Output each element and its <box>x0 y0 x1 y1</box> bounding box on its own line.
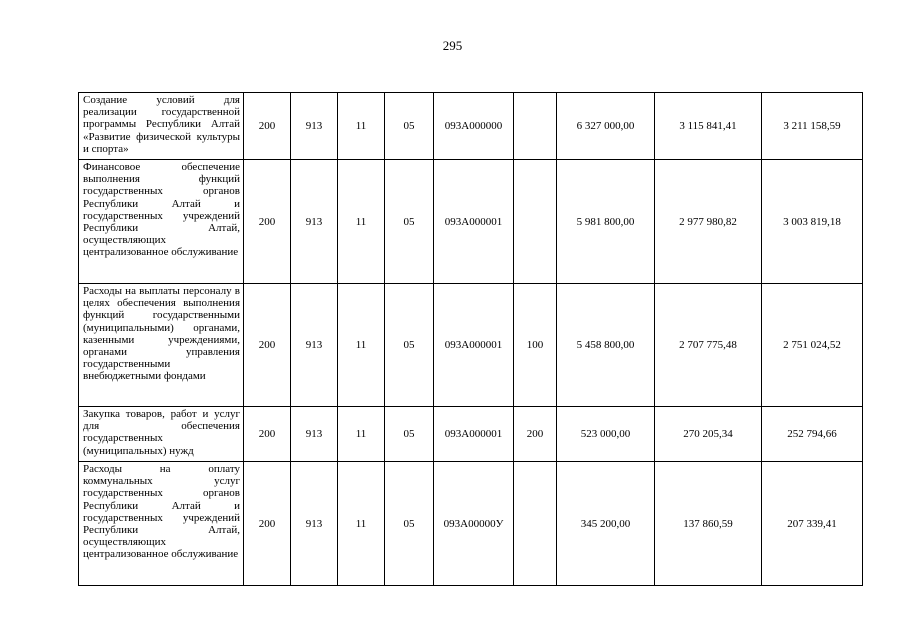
cell-admin: 200 <box>244 93 291 160</box>
cell-ministry: 913 <box>291 160 338 284</box>
cell-admin: 200 <box>244 462 291 586</box>
cell-section: 11 <box>338 284 385 407</box>
table-row <box>79 93 863 160</box>
row-name: Расходы на выплаты персоналу в целях обеспечения выполнения функций государственными (муниципальными) органами, казенными учреждениями, органами управления государственными внебюджетными фондами <box>79 284 244 407</box>
cell-sum1: 6 327 000,00 <box>557 93 655 160</box>
budget-table <box>78 92 863 586</box>
cell-sum1: 523 000,00 <box>557 407 655 462</box>
cell-section: 11 <box>338 407 385 462</box>
cell-sum3: 3 003 819,18 <box>762 160 863 284</box>
cell-sum1: 5 458 800,00 <box>557 284 655 407</box>
cell-ministry: 913 <box>291 407 338 462</box>
cell-type: 200 <box>514 407 557 462</box>
cell-sum2: 2 977 980,82 <box>655 160 762 284</box>
cell-sum3: 3 211 158,59 <box>762 93 863 160</box>
cell-section: 11 <box>338 93 385 160</box>
cell-ministry: 913 <box>291 93 338 160</box>
cell-target: 093A000001 <box>434 284 514 407</box>
cell-sum1: 345 200,00 <box>557 462 655 586</box>
cell-ministry: 913 <box>291 462 338 586</box>
table-row <box>79 462 863 586</box>
cell-subsection: 05 <box>385 284 434 407</box>
cell-subsection: 05 <box>385 93 434 160</box>
cell-sum3: 207 339,41 <box>762 462 863 586</box>
cell-target: 093A000001 <box>434 160 514 284</box>
row-name: Закупка товаров, работ и услуг для обеспечения государственных (муниципальных) нужд <box>79 407 244 462</box>
row-name: Расходы на оплату коммунальных услуг государственных органов Республики Алтай и государственных учреждений Республики Алтай, осуществляющих централизованное обслуживание <box>79 462 244 586</box>
cell-subsection: 05 <box>385 160 434 284</box>
cell-sum1: 5 981 800,00 <box>557 160 655 284</box>
cell-section: 11 <box>338 462 385 586</box>
table-row <box>79 160 863 284</box>
cell-target: 093A000000 <box>434 93 514 160</box>
cell-subsection: 05 <box>385 462 434 586</box>
row-name: Создание условий для реализации государственной программы Республики Алтай «Развитие физической культуры и спорта» <box>79 93 244 160</box>
cell-section: 11 <box>338 160 385 284</box>
cell-type: 100 <box>514 284 557 407</box>
table-row <box>79 407 863 462</box>
cell-type <box>514 462 557 586</box>
cell-subsection: 05 <box>385 407 434 462</box>
cell-admin: 200 <box>244 407 291 462</box>
row-name: Финансовое обеспечение выполнения функций государственных органов Республики Алтай и государственных учреждений Республики Алтай, осуществляющих централизованное обслуживание <box>79 160 244 284</box>
cell-sum2: 137 860,59 <box>655 462 762 586</box>
table-row <box>79 284 863 407</box>
cell-sum2: 3 115 841,41 <box>655 93 762 160</box>
cell-admin: 200 <box>244 160 291 284</box>
cell-type <box>514 93 557 160</box>
cell-sum3: 2 751 024,52 <box>762 284 863 407</box>
cell-target: 093A00000У <box>434 462 514 586</box>
cell-sum2: 2 707 775,48 <box>655 284 762 407</box>
cell-sum2: 270 205,34 <box>655 407 762 462</box>
cell-type <box>514 160 557 284</box>
cell-admin: 200 <box>244 284 291 407</box>
page-number: 295 <box>442 38 463 53</box>
cell-ministry: 913 <box>291 284 338 407</box>
cell-sum3: 252 794,66 <box>762 407 863 462</box>
cell-target: 093A000001 <box>434 407 514 462</box>
